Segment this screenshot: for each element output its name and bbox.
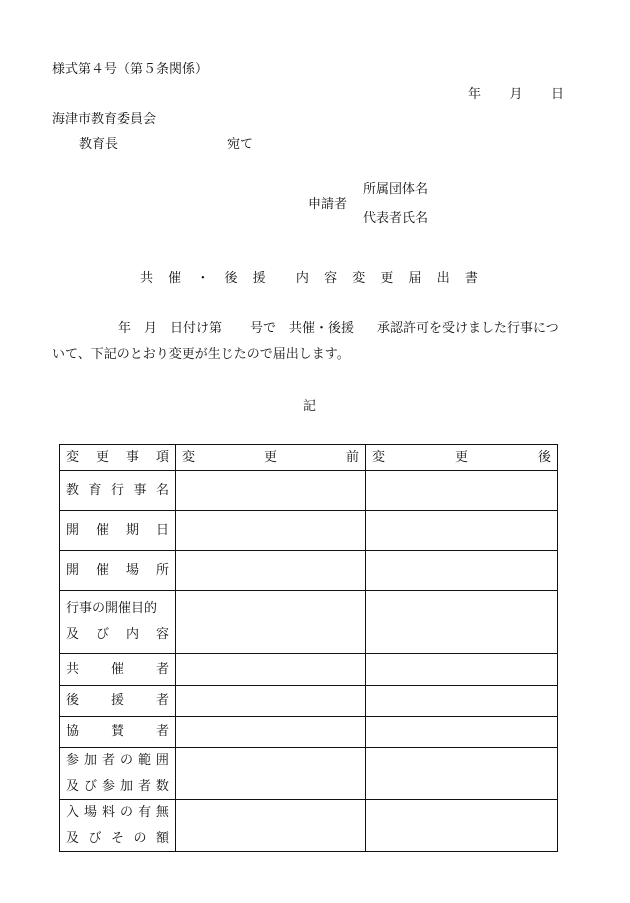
after-value-cell[interactable] [366, 511, 558, 551]
table-row [60, 471, 558, 511]
row-label [60, 717, 176, 748]
body-paragraph-line-1 [118, 321, 570, 337]
label-char: 者 [137, 778, 151, 794]
before-value-cell[interactable] [176, 748, 366, 800]
group-name-label: 所属団体名 [363, 182, 429, 197]
title-char: ・ [196, 271, 210, 286]
body-year: 年 [118, 321, 132, 336]
form-number: 様式第４号（第５条関係） [52, 62, 209, 77]
row-label [60, 511, 176, 551]
body-number-suffix: 号で [250, 321, 277, 336]
date-day-label: 日 [550, 87, 564, 102]
label-char: 者 [155, 693, 169, 708]
body-paragraph-line-2: いて、下記のとおり変更が生じたので届出します。 [52, 347, 350, 362]
header-cell-after [366, 445, 558, 471]
after-value-cell[interactable] [366, 748, 558, 800]
label-char: 所 [155, 562, 169, 578]
before-value-cell[interactable] [176, 654, 366, 686]
label-char: 育 [88, 482, 102, 498]
body-approval-text: 承認許可を受けました行事につ [377, 321, 559, 336]
header-char: 更 [95, 449, 109, 465]
label-char: び [95, 627, 109, 642]
label-char: の [133, 830, 147, 846]
after-value-cell[interactable] [366, 800, 558, 852]
label-char: 場 [125, 562, 139, 578]
title-char: 援 [252, 271, 266, 286]
title-char: 共 [140, 271, 154, 286]
label-char: 者 [155, 724, 169, 739]
title-char: 書 [464, 271, 478, 286]
row-label [60, 471, 176, 511]
table-row [60, 551, 558, 591]
header-cell-before [176, 445, 366, 471]
label-char: 数 [155, 778, 169, 794]
label-char: 範 [137, 752, 151, 768]
row-label [60, 591, 176, 654]
date-line [468, 87, 564, 103]
before-value-cell[interactable] [176, 800, 366, 852]
header-char: 更 [454, 449, 468, 465]
header-char: 前 [345, 449, 359, 465]
before-value-cell[interactable] [176, 686, 366, 717]
label-char: 催 [110, 661, 124, 677]
before-value-cell[interactable] [176, 591, 366, 654]
label-char: 入 [66, 804, 80, 820]
label-char: 協 [66, 724, 80, 739]
body-date-number: 日付け第 [170, 321, 223, 336]
table-row [60, 591, 558, 654]
after-value-cell[interactable] [366, 591, 558, 654]
label-char: 催 [95, 522, 109, 538]
label-char: 者 [101, 752, 115, 768]
label-char: 無 [155, 804, 169, 820]
label-char: 及 [66, 778, 80, 794]
title-char: 変 [352, 271, 366, 286]
label-char: 開 [66, 562, 80, 578]
label-char: 開 [66, 522, 80, 538]
label-char: 行 [110, 482, 124, 498]
title-char: 催 [168, 271, 182, 286]
after-value-cell[interactable] [366, 471, 558, 511]
date-year-label: 年 [468, 87, 482, 102]
after-value-cell[interactable] [366, 717, 558, 748]
applicant-label: 申請者 [308, 197, 348, 212]
row-label [60, 800, 176, 852]
label-char: 参 [66, 752, 80, 768]
label-char: 援 [110, 693, 124, 708]
row-label [60, 686, 176, 717]
label-char: 及 [66, 830, 80, 846]
label-char: 容 [155, 627, 169, 642]
label-char: の [119, 752, 133, 768]
label-char: 名 [155, 482, 169, 498]
table-row [60, 800, 558, 852]
label-char: 内 [125, 627, 139, 642]
label-char: 加 [83, 752, 97, 768]
representative-name-label: 代表者氏名 [363, 211, 429, 226]
label-char: 加 [119, 778, 133, 794]
table-row [60, 717, 558, 748]
label-char: 期 [125, 522, 139, 538]
before-value-cell[interactable] [176, 471, 366, 511]
label-char: 行事の開催目的 [66, 601, 158, 616]
header-char: 後 [537, 449, 551, 465]
label-char: 日 [155, 522, 169, 538]
before-value-cell[interactable] [176, 717, 366, 748]
after-value-cell[interactable] [366, 686, 558, 717]
label-char: 参 [101, 778, 115, 794]
header-char: 変 [372, 449, 386, 465]
header-char: 項 [155, 449, 169, 465]
label-char: 額 [155, 830, 169, 846]
row-label [60, 748, 176, 800]
header-char: 事 [125, 449, 139, 465]
label-char: 共 [66, 661, 80, 677]
title-char: 出 [436, 271, 450, 286]
body-kind: 共催・後援 [289, 321, 355, 336]
before-value-cell[interactable] [176, 511, 366, 551]
table-row [60, 686, 558, 717]
title-char: 容 [324, 271, 338, 286]
label-char: 賛 [110, 724, 124, 739]
recipient-organization: 海津市教育委員会 [52, 112, 157, 127]
label-char: 後 [66, 693, 80, 708]
label-char: そ [110, 830, 124, 846]
label-char: 囲 [155, 752, 169, 768]
label-char: び [83, 778, 97, 794]
change-details-table [59, 444, 558, 852]
before-value-cell[interactable] [176, 551, 366, 591]
table-header-row [60, 445, 558, 471]
header-char: 変 [66, 449, 80, 465]
table-row [60, 654, 558, 686]
label-char: 事 [133, 482, 147, 498]
header-cell-item [60, 445, 176, 471]
row-label [60, 551, 176, 591]
after-value-cell[interactable] [366, 551, 558, 591]
body-month: 月 [144, 321, 158, 336]
label-char: 催 [95, 562, 109, 578]
header-char: 更 [263, 449, 277, 465]
recipient-title: 教育長 [79, 137, 119, 152]
label-char: 者 [155, 661, 169, 677]
title-char: 後 [224, 271, 238, 286]
title-char: 届 [408, 271, 422, 286]
label-char: 有 [137, 804, 151, 820]
ki-label: 記 [303, 399, 317, 414]
header-char: 変 [182, 449, 196, 465]
row-label [60, 654, 176, 686]
label-char: 教 [66, 482, 80, 498]
title-char: 内 [295, 271, 309, 286]
label-char: 料 [101, 804, 115, 820]
title-char: 更 [380, 271, 394, 286]
after-value-cell[interactable] [366, 654, 558, 686]
label-char: 場 [83, 804, 97, 820]
table-row [60, 511, 558, 551]
date-month-label: 月 [509, 87, 523, 102]
label-char: 及 [66, 627, 80, 642]
addressee-suffix: 宛て [227, 137, 254, 152]
table-row [60, 748, 558, 800]
document-title [140, 271, 478, 287]
label-char: び [88, 830, 102, 846]
label-char: の [119, 804, 133, 820]
